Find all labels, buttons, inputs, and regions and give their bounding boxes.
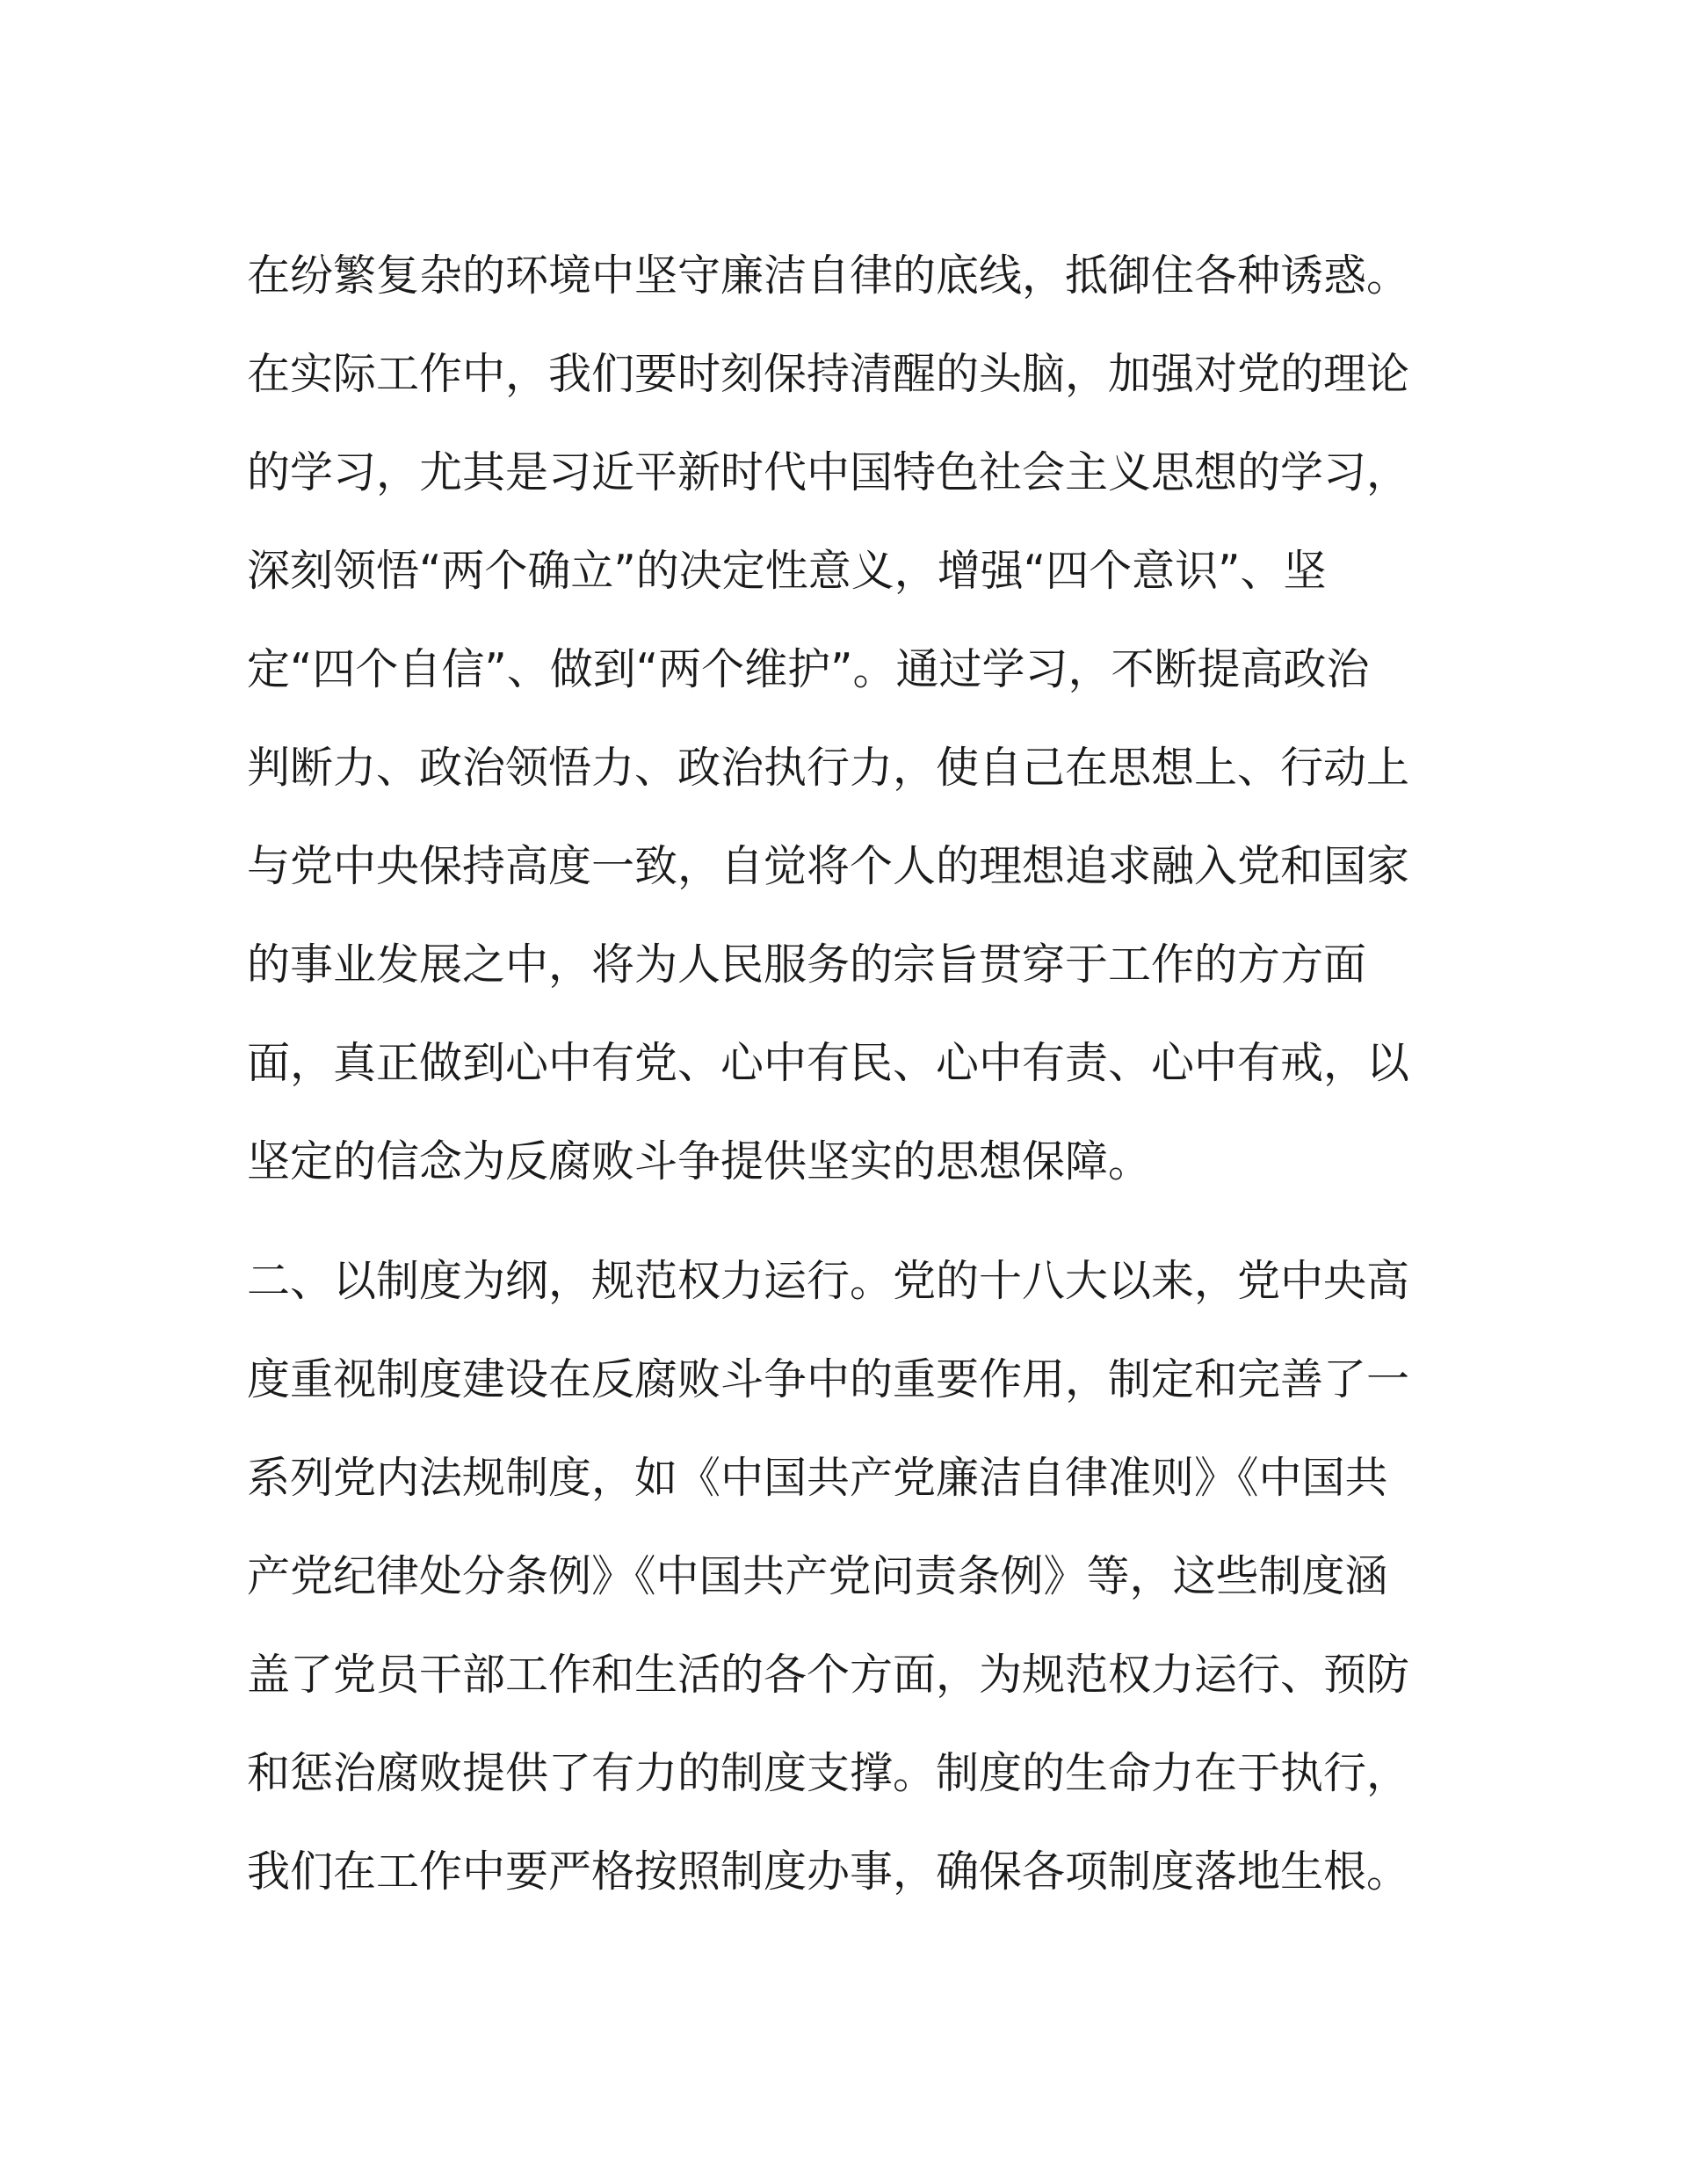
text-line: 盖了党员干部工作和生活的各个方面，为规范权力运行、预防 [247,1650,1410,1700]
text-line: 定“四个自信”、做到“两个维护”。通过学习，不断提高政治 [247,644,1370,694]
paragraph-spacer [247,1211,1477,1232]
text-line: 在实际工作中，我们要时刻保持清醒的头脑，加强对党的理论 [247,349,1410,399]
text-line: 深刻领悟“两个确立”的决定性意义，增强“四个意识”、坚 [247,546,1327,596]
text-line: 面，真正做到心中有党、心中有民、心中有责、心中有戒，以 [247,1038,1410,1088]
text-line: 度重视制度建设在反腐败斗争中的重要作用，制定和完善了一 [247,1354,1410,1404]
document-body [247,227,1477,1921]
text-line: 的事业发展之中，将为人民服务的宗旨贯穿于工作的方方面 [247,940,1367,990]
text-line: 在纷繁复杂的环境中坚守廉洁自律的底线，抵御住各种诱惑。 [247,250,1410,301]
paragraph-2 [247,1232,1477,1921]
text-line: 产党纪律处分条例》《中国共产党问责条例》等，这些制度涵 [247,1551,1388,1601]
paragraph-1 [247,227,1477,1211]
text-line: 的学习，尤其是习近平新时代中国特色社会主义思想的学习， [247,447,1410,497]
text-line: 和惩治腐败提供了有力的制度支撑。制度的生命力在于执行， [247,1748,1410,1798]
text-line: 与党中央保持高度一致，自觉将个人的理想追求融入党和国家 [247,841,1410,891]
text-line: 坚定的信念为反腐败斗争提供坚实的思想保障。 [247,1136,1152,1186]
text-line: 我们在工作中要严格按照制度办事，确保各项制度落地生根。 [247,1847,1410,1897]
text-line: 二、以制度为纲，规范权力运行。党的十八大以来，党中央高 [247,1256,1410,1306]
text-line: 系列党内法规制度，如《中国共产党廉洁自律准则》《中国共 [247,1453,1388,1503]
text-line: 判断力、政治领悟力、政治执行力，使自己在思想上、行动上 [247,743,1410,793]
